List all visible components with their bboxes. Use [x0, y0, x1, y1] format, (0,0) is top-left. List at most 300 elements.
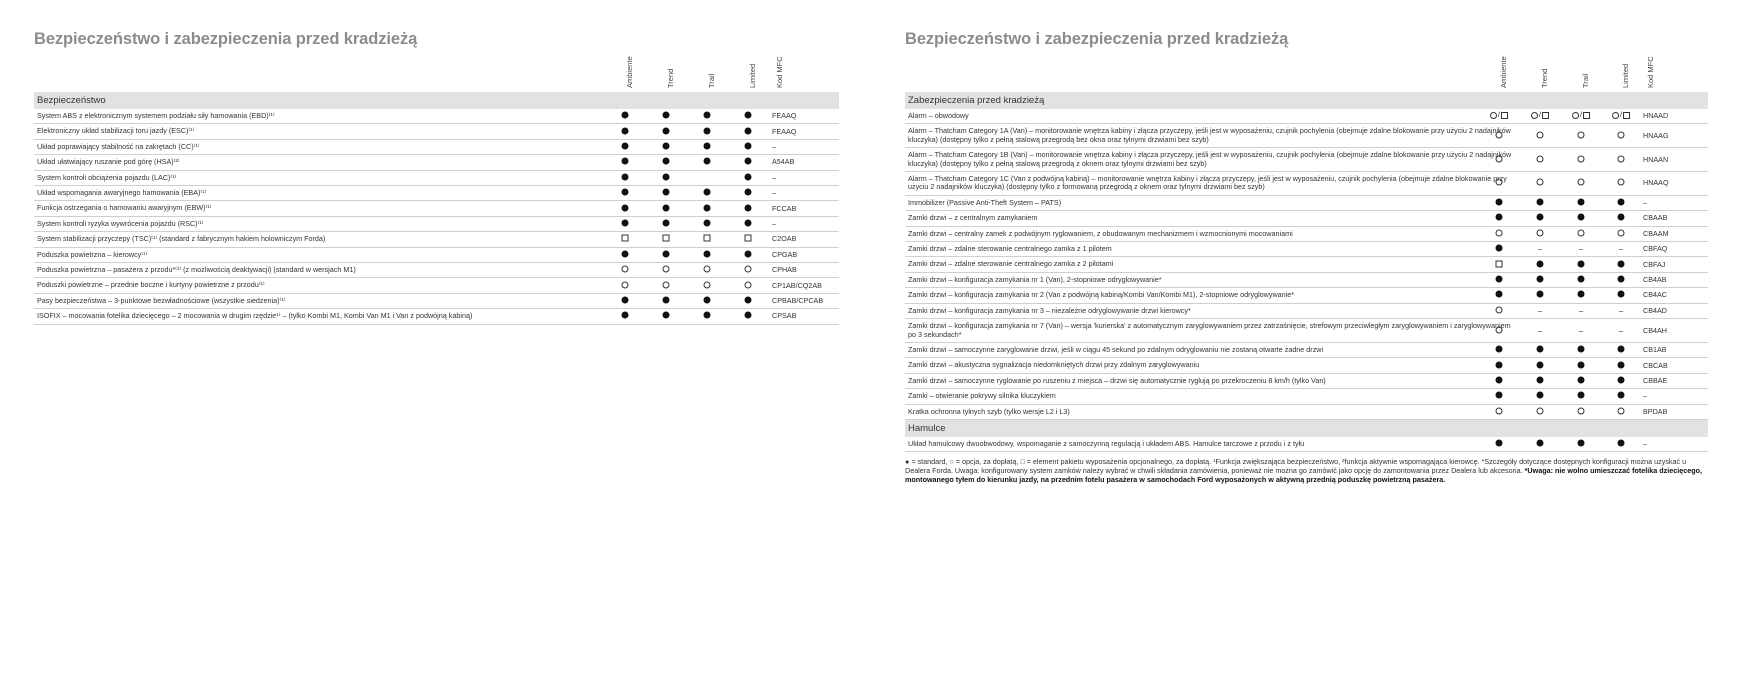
feature-label: Funkcja ostrzegania o hamowaniu awaryjnym (EBW)⁽¹⁾ [37, 203, 212, 213]
column-header [662, 52, 686, 88]
mfc-code: CPSAB [772, 311, 797, 321]
standard-dot-icon [704, 143, 711, 150]
option-ring-icon [745, 281, 752, 288]
standard-dot-icon [704, 158, 711, 165]
column-header [1577, 52, 1601, 88]
availability-cell [1496, 131, 1503, 140]
option-ring-icon [663, 266, 670, 273]
package-square-icon [745, 235, 752, 242]
option-ring-icon [1537, 155, 1544, 162]
standard-dot-icon [622, 312, 629, 319]
feature-label: Zamki drzwi – zdalne sterowanie centralnego zamka z 1 pilotem [908, 244, 1112, 254]
mfc-code: CP1AB/CQ2AB [772, 280, 822, 290]
mfc-code: – [772, 218, 776, 228]
option-ring-icon [1496, 229, 1503, 236]
spec-table [905, 92, 1708, 484]
standard-dot-icon [622, 143, 629, 150]
mfc-code: CBBAE [1643, 375, 1668, 385]
column-header [744, 52, 768, 88]
availability-cell [663, 312, 670, 321]
column-header [1536, 52, 1560, 88]
feature-label: System stabilizacji przyczepy (TSC)⁽¹⁾ (standard z fabrycznym hakiem holowniczym Forda) [37, 234, 326, 244]
availability-cell [663, 112, 670, 121]
mfc-code: – [1643, 438, 1647, 448]
availability-cell [704, 281, 711, 290]
option-ring-icon [1612, 112, 1619, 119]
option-ring-icon [1496, 155, 1503, 162]
standard-dot-icon [1537, 276, 1544, 283]
mfc-code: CBFAQ [1643, 244, 1668, 254]
standard-dot-icon [1496, 392, 1503, 399]
mfc-code: CBAAM [1643, 228, 1669, 238]
standard-dot-icon [622, 158, 629, 165]
feature-label: Poduszka powietrzna – kierowcy⁽¹⁾ [37, 249, 148, 259]
standard-dot-icon [1537, 392, 1544, 399]
standard-dot-icon [1496, 199, 1503, 206]
availability-cell [1496, 179, 1503, 188]
standard-dot-icon [1618, 346, 1625, 353]
mfc-code: CB1AB [1643, 344, 1667, 354]
standard-dot-icon [1578, 260, 1585, 267]
standard-dot-icon [704, 204, 711, 211]
table-row [34, 232, 839, 247]
package-square-icon [1583, 112, 1590, 119]
table-row [34, 309, 839, 324]
availability-cell [1496, 245, 1503, 254]
package-square-icon [663, 235, 670, 242]
feature-label: Zamki drzwi – zdalne sterowanie centralnego zamka z 2 pilotami [908, 259, 1114, 269]
mfc-code: FEAAQ [772, 126, 797, 136]
standard-dot-icon [622, 250, 629, 257]
availability-cell [1618, 260, 1625, 269]
feature-label: Zamki drzwi – centralny zamek z podwójnym ryglowaniem, z obudowanym mechanizmem i wzmocnionymi mocowaniami [908, 228, 1293, 238]
standard-dot-icon [1618, 376, 1625, 383]
table-row [34, 186, 839, 201]
availability-cell [663, 220, 670, 229]
feature-label: Układ wspomagania awaryjnego hamowania (EBA)⁽¹⁾ [37, 188, 207, 198]
availability-cell [704, 266, 711, 275]
availability-cell [1531, 111, 1549, 121]
slash-separator: / [1620, 112, 1622, 120]
option-ring-icon [1496, 326, 1503, 333]
availability-cell [745, 281, 752, 290]
availability-cell [1578, 346, 1585, 355]
availability-cell [1496, 326, 1503, 335]
option-ring-icon [1618, 407, 1625, 414]
column-header [1495, 52, 1519, 88]
table-row [905, 374, 1708, 389]
option-ring-icon [1578, 229, 1585, 236]
table-row [34, 263, 839, 278]
feature-label: Pasy bezpieczeństwa – 3-punktowe bezwładnościowe (wszystkie siedzenia)⁽¹⁾ [37, 295, 286, 305]
availability-cell [1496, 276, 1503, 285]
availability-cell [704, 297, 711, 306]
availability-cell [1496, 229, 1503, 238]
table-row [34, 140, 839, 155]
availability-cell [1578, 179, 1585, 188]
feature-label: Kratka ochronna tylnych szyb (tylko wersje L2 i L3) [908, 406, 1070, 416]
availability-cell [622, 127, 629, 136]
standard-dot-icon [745, 112, 752, 119]
column-header [1643, 52, 1667, 88]
availability-cell [704, 127, 711, 136]
standard-dot-icon [1618, 440, 1625, 447]
availability-cell [745, 235, 752, 244]
availability-cell [704, 312, 711, 321]
section-header: Bezpieczeństwo [34, 92, 839, 109]
availability-cell [704, 112, 711, 121]
package-square-icon [704, 235, 711, 242]
not-available-dash-icon: – [1578, 244, 1584, 254]
availability-cell [622, 266, 629, 275]
availability-cell [704, 143, 711, 152]
standard-dot-icon [1496, 361, 1503, 368]
standard-dot-icon [663, 189, 670, 196]
availability-cell [1578, 361, 1585, 370]
availability-cell [704, 220, 711, 229]
standard-dot-icon [1578, 392, 1585, 399]
mfc-code: C2OAB [772, 234, 797, 244]
availability-cell [1578, 229, 1585, 238]
feature-label: Elektroniczny układ stabilizacji toru jazdy (ESC)⁽¹⁾ [37, 126, 195, 136]
availability-cell [1496, 260, 1503, 269]
availability-cell [1537, 376, 1544, 385]
standard-dot-icon [745, 250, 752, 257]
column-header-label: Trend [1540, 68, 1549, 88]
footnote-warning: *Uwaga: nie wolno umieszczać fotelika dziecięcego, montowanego tyłem do kierunku jazdy, na przednim fotelu pasażera w samochodach Ford wyposażonych w aktywną przednią poduszkę powietrzną pasażera. [905, 466, 1702, 485]
standard-dot-icon [1496, 245, 1503, 252]
availability-cell [1537, 361, 1544, 370]
availability-cell [1618, 131, 1625, 140]
availability-cell [745, 250, 752, 259]
availability-cell [1578, 392, 1585, 401]
column-header-label: Trail [707, 73, 716, 88]
feature-label: Zamki – otwieranie pokrywy silnika kluczykiem [908, 391, 1056, 401]
feature-label: System kontroli obciążenia pojazdu (LAC)⁽¹⁾ [37, 172, 177, 182]
standard-dot-icon [1496, 346, 1503, 353]
availability-cell [1618, 440, 1625, 449]
column-header-label: Kod MFC [775, 56, 784, 88]
availability-cell [1619, 245, 1623, 254]
standard-dot-icon [1578, 276, 1585, 283]
availability-cell [1579, 306, 1583, 315]
standard-dot-icon [1496, 291, 1503, 298]
availability-cell [1496, 392, 1503, 401]
mfc-code: CBAAB [1643, 213, 1668, 223]
option-ring-icon [704, 281, 711, 288]
standard-dot-icon [1496, 440, 1503, 447]
standard-dot-icon [745, 127, 752, 134]
standard-dot-icon [1618, 291, 1625, 298]
mfc-code: CPGAB [772, 249, 798, 259]
standard-dot-icon [1537, 346, 1544, 353]
standard-dot-icon [622, 112, 629, 119]
availability-cell [1538, 326, 1542, 335]
mfc-code: CBFAJ [1643, 259, 1666, 269]
standard-dot-icon [745, 297, 752, 304]
standard-dot-icon [1578, 440, 1585, 447]
option-ring-icon [1537, 179, 1544, 186]
standard-dot-icon [704, 112, 711, 119]
feature-label: Zamki drzwi – akustyczna sygnalizacja niedomkniętych drzwi przy zdalnym zaryglowywaniu [908, 360, 1200, 370]
table-row [905, 227, 1708, 242]
standard-dot-icon [704, 127, 711, 134]
standard-dot-icon [1578, 214, 1585, 221]
table-row [34, 278, 839, 293]
availability-cell [1578, 199, 1585, 208]
not-available-dash-icon: – [1537, 244, 1543, 254]
option-ring-icon [1490, 112, 1497, 119]
option-ring-icon [663, 281, 670, 288]
availability-cell [1578, 131, 1585, 140]
standard-dot-icon [622, 189, 629, 196]
availability-cell [663, 281, 670, 290]
not-available-dash-icon: – [1537, 326, 1543, 335]
feature-label: Immobilizer (Passive Anti-Theft System – PATS) [908, 197, 1062, 207]
standard-dot-icon [663, 158, 670, 165]
table-row [905, 288, 1708, 303]
table-row [905, 196, 1708, 211]
standard-dot-icon [1496, 376, 1503, 383]
feature-label: Układ hamulcowy dwuobwodowy, wspomaganie z samoczynną regulacją i układem ABS. Hamulce tarczowe z przodu i z tyłu [908, 438, 1305, 448]
availability-cell [1496, 407, 1503, 416]
column-headers [34, 52, 839, 88]
availability-cell [1537, 260, 1544, 269]
availability-cell [622, 158, 629, 167]
standard-dot-icon [622, 220, 629, 227]
option-ring-icon [1578, 155, 1585, 162]
package-square-icon [1501, 112, 1508, 119]
standard-dot-icon [1618, 276, 1625, 283]
standard-dot-icon [663, 250, 670, 257]
table-row [905, 172, 1708, 196]
feature-label: Układ ułatwiający ruszanie pod górę (HSA)⁽²⁾ [37, 157, 180, 167]
table-row [905, 211, 1708, 226]
table-row [34, 294, 839, 309]
standard-dot-icon [663, 127, 670, 134]
feature-label: Alarm – Thatcham Category 1C (Van z podwójną kabiną) – monitorowanie wnętrza kabiny i złącza przyczepy, jeśli jest w wyposażeniu, czujnik pochylenia (obejmuje zdalne blokowanie przy użyciu 2 nadajników kluczyka) (dostępny tylko z formowaną przegrodą z oknem oraz tylnymi drzwiami bez szyb) [908, 174, 1507, 192]
column-header-label: Kod MFC [1646, 56, 1655, 88]
column-header-label: Ambiente [1499, 56, 1508, 88]
standard-dot-icon [745, 312, 752, 319]
table-row [905, 389, 1708, 404]
option-ring-icon [745, 266, 752, 273]
standard-dot-icon [663, 297, 670, 304]
standard-dot-icon [1618, 361, 1625, 368]
column-header [772, 52, 796, 88]
availability-cell [1537, 407, 1544, 416]
availability-cell [1578, 276, 1585, 285]
availability-cell [1618, 276, 1625, 285]
standard-dot-icon [1537, 440, 1544, 447]
standard-dot-icon [1578, 346, 1585, 353]
mfc-code: CPHAB [772, 265, 797, 275]
availability-cell [622, 297, 629, 306]
option-ring-icon [1618, 229, 1625, 236]
availability-cell [622, 220, 629, 229]
mfc-code: CPBAB/CPCAB [772, 295, 824, 305]
option-ring-icon [1572, 112, 1579, 119]
availability-cell [622, 281, 629, 290]
availability-cell [1578, 260, 1585, 269]
standard-dot-icon [704, 312, 711, 319]
page-title: Bezpieczeństwo i zabezpieczenia przed kradzieżą [905, 30, 1289, 48]
availability-cell [1496, 376, 1503, 385]
footnote-text: ● = standard, ○ = opcja, za dopłatą, □ = element pakietu wyposażenia opcjonalnego, za dopłatą. ¹Funkcja zwiększająca bezpieczeństwo, ²funkcja aktywnie wspomagająca kierowcę. *Szczegóły dotyczące dostępnych konfiguracji można uzyskać u Dealera Forda. Uwaga: konfigurowany system zamków należy wybrać w chwili składania zamówienia, ponieważ nie można go zamówić jako opcję do zamontowania przez Dealera lub akcesoria. [905, 457, 1687, 476]
availability-cell [1537, 392, 1544, 401]
availability-cell [663, 173, 670, 182]
availability-cell [1537, 276, 1544, 285]
option-ring-icon [1578, 179, 1585, 186]
availability-cell [1537, 179, 1544, 188]
availability-cell [1618, 199, 1625, 208]
standard-dot-icon [1537, 376, 1544, 383]
availability-cell [745, 312, 752, 321]
standard-dot-icon [745, 143, 752, 150]
availability-cell [622, 204, 629, 213]
standard-dot-icon [704, 189, 711, 196]
option-ring-icon [1578, 407, 1585, 414]
availability-cell [1618, 361, 1625, 370]
availability-cell [1618, 291, 1625, 300]
option-ring-icon [1618, 131, 1625, 138]
mfc-code: – [772, 172, 776, 182]
availability-cell [1578, 376, 1585, 385]
standard-dot-icon [622, 297, 629, 304]
table-row [905, 148, 1708, 172]
availability-cell [745, 204, 752, 213]
column-header-label: Trail [1581, 73, 1590, 88]
table-row [34, 248, 839, 263]
availability-cell [1578, 291, 1585, 300]
availability-cell [1579, 245, 1583, 254]
feature-label: Alarm – Thatcham Category 1B (Van) – monitorowanie wnętrza kabiny i złącza przyczepy, jeśli jest w wyposażeniu, czujnik pochylenia (obejmuje zdalne blokowanie przy użyciu 2 nadajników kluczyka) (dostępny tylko z pełną stalową przegrodą z oknem oraz tylnymi drzwiami bez szyb) [908, 150, 1512, 168]
availability-cell [1496, 291, 1503, 300]
availability-cell [1538, 306, 1542, 315]
standard-dot-icon [1578, 291, 1585, 298]
table-row [905, 358, 1708, 373]
availability-cell [622, 312, 629, 321]
option-ring-icon [1537, 229, 1544, 236]
availability-cell [1537, 291, 1544, 300]
table-row [905, 242, 1708, 257]
availability-cell [1496, 440, 1503, 449]
option-ring-icon [622, 281, 629, 288]
availability-cell [622, 173, 629, 182]
standard-dot-icon [1618, 392, 1625, 399]
standard-dot-icon [745, 173, 752, 180]
availability-cell [745, 158, 752, 167]
availability-cell [622, 112, 629, 121]
mfc-code: CB4AB [1643, 274, 1667, 284]
availability-cell [704, 204, 711, 213]
availability-cell [1537, 214, 1544, 223]
table-row [905, 343, 1708, 358]
slash-separator: / [1539, 112, 1541, 120]
option-ring-icon [1496, 179, 1503, 186]
mfc-code: CB4AH [1643, 325, 1667, 335]
not-available-dash-icon: – [1578, 306, 1584, 316]
standard-dot-icon [1618, 260, 1625, 267]
availability-cell [745, 266, 752, 275]
availability-cell [1496, 361, 1503, 370]
option-ring-icon [1496, 407, 1503, 414]
mfc-code: A54AB [772, 157, 795, 167]
legend-footnote [905, 452, 1705, 484]
availability-cell [1496, 214, 1503, 223]
mfc-code: HNAAN [1643, 154, 1669, 164]
standard-dot-icon [622, 204, 629, 211]
column-header [621, 52, 645, 88]
table-row [905, 319, 1708, 343]
standard-dot-icon [663, 143, 670, 150]
availability-cell [1618, 346, 1625, 355]
availability-cell [745, 189, 752, 198]
standard-dot-icon [622, 173, 629, 180]
availability-cell [663, 250, 670, 259]
standard-dot-icon [745, 158, 752, 165]
standard-dot-icon [1537, 361, 1544, 368]
availability-cell [663, 158, 670, 167]
availability-cell [622, 189, 629, 198]
mfc-code: BPDAB [1643, 406, 1668, 416]
table-row [905, 437, 1708, 452]
standard-dot-icon [663, 312, 670, 319]
availability-cell [622, 143, 629, 152]
availability-cell [1612, 111, 1630, 121]
standard-dot-icon [663, 204, 670, 211]
option-ring-icon [1496, 131, 1503, 138]
option-ring-icon [1496, 306, 1503, 313]
feature-label: Poduszki powietrzne – przednie boczne i kurtyny powietrzne z przodu⁽¹⁾ [37, 280, 265, 290]
package-square-icon [1496, 260, 1503, 267]
availability-cell [1618, 229, 1625, 238]
standard-dot-icon [1537, 214, 1544, 221]
availability-cell [1538, 245, 1542, 254]
feature-label: Alarm – obwodowy [908, 111, 969, 120]
standard-dot-icon [622, 127, 629, 134]
feature-label: Zamki drzwi – konfiguracja zamykania nr 3 – niezależne odryglowywanie drzwi kierowcy* [908, 305, 1191, 315]
feature-label: System ABS z elektronicznym systemem podziału siły hamowania (EBD)⁽¹⁾ [37, 111, 275, 120]
standard-dot-icon [745, 204, 752, 211]
feature-label: Układ poprawiający stabilność na zakrętach (CC)⁽¹⁾ [37, 141, 200, 151]
availability-cell [1572, 111, 1590, 121]
not-available-dash-icon: – [1618, 306, 1624, 316]
page-title: Bezpieczeństwo i zabezpieczenia przed kradzieżą [34, 30, 418, 48]
availability-cell [704, 250, 711, 259]
availability-cell [1537, 229, 1544, 238]
feature-label: Zamki drzwi – konfiguracja zamykania nr 2 (Van z podwójną kabiną/Kombi Van/Kombi M1), 2-stopniowe odryglowywanie* [908, 290, 1295, 300]
column-headers [905, 52, 1708, 88]
table-row [905, 273, 1708, 288]
package-square-icon [622, 235, 629, 242]
availability-cell [1490, 111, 1508, 121]
table-row [34, 109, 839, 124]
feature-label: Zamki drzwi – samoczynne ryglowanie po ruszeniu z miejsca – drzwi się automatycznie ryglują po przekroczeniu 8 km/h (tylko Van) [908, 375, 1326, 385]
option-ring-icon [1537, 407, 1544, 414]
mfc-code: HNAAQ [1643, 178, 1669, 188]
availability-cell [1496, 346, 1503, 355]
availability-cell [1537, 199, 1544, 208]
availability-cell [1537, 131, 1544, 140]
availability-cell [1579, 326, 1583, 335]
mfc-code: – [1643, 391, 1647, 401]
mfc-code: – [772, 188, 776, 198]
table-row [905, 257, 1708, 272]
availability-cell [1537, 440, 1544, 449]
availability-cell [1619, 326, 1623, 335]
standard-dot-icon [704, 220, 711, 227]
